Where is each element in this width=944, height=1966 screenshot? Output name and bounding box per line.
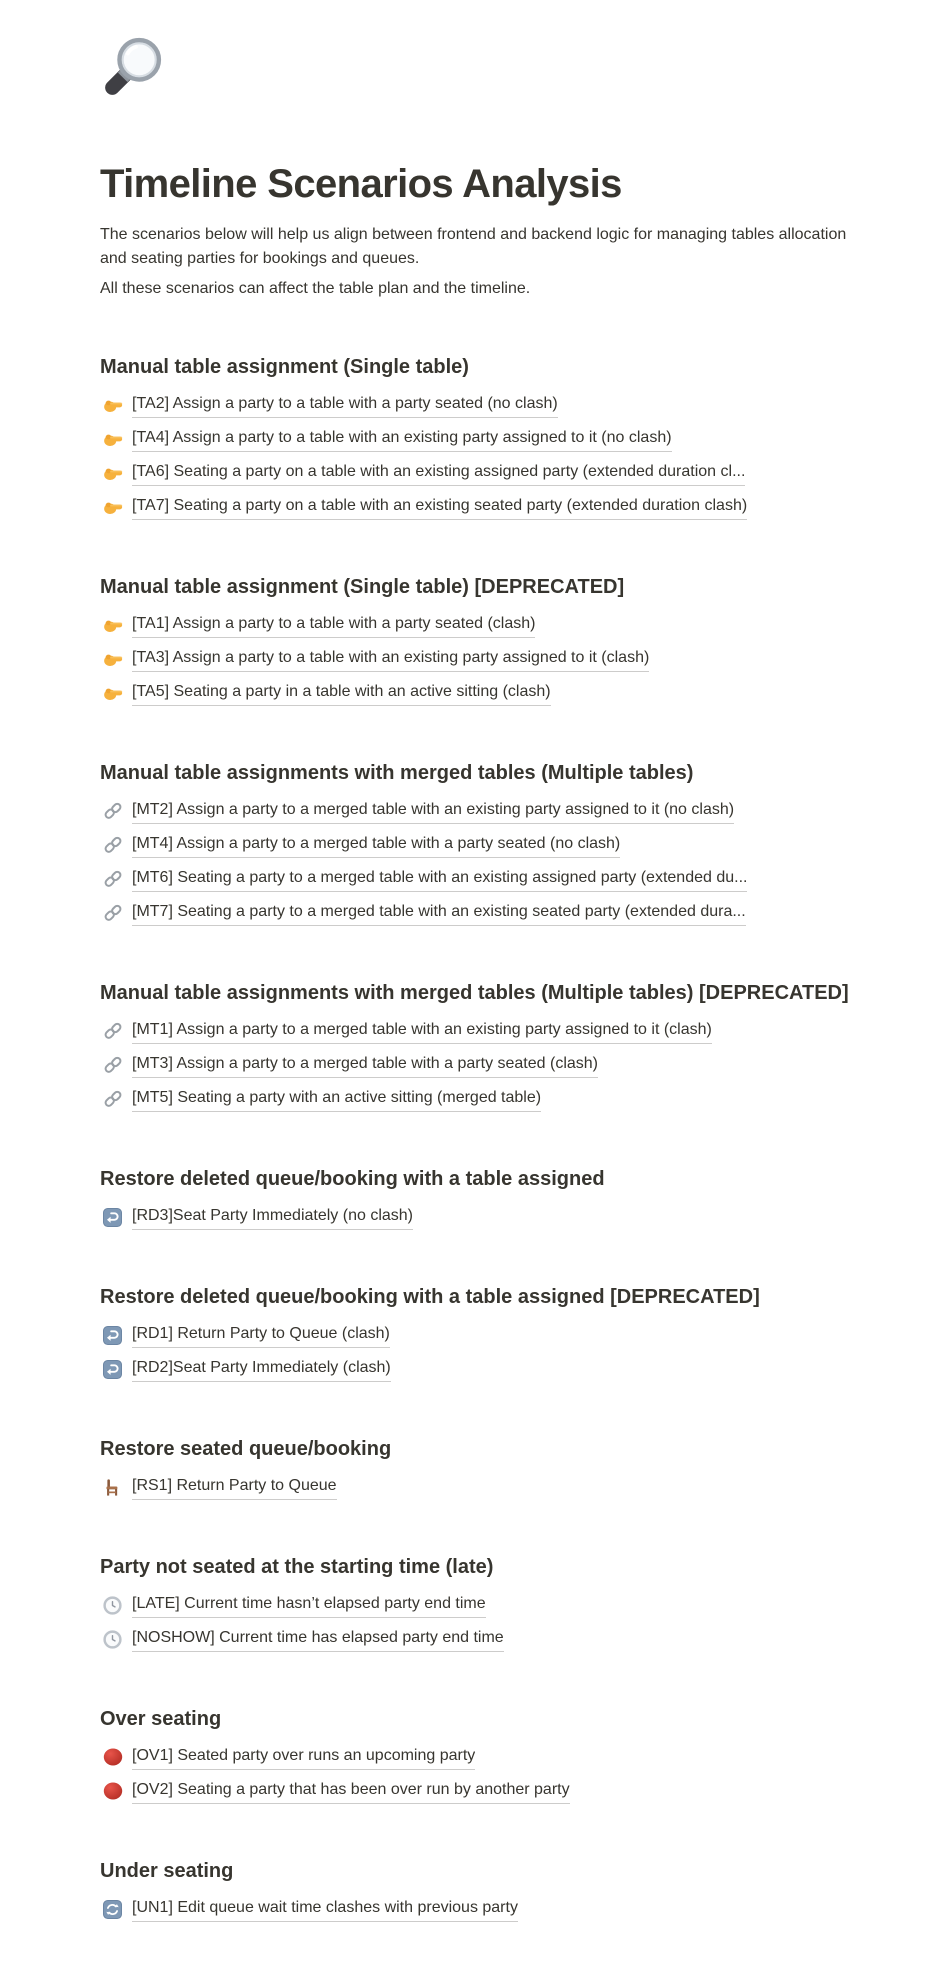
link-icon: [102, 1089, 123, 1110]
scenario-link-label: [MT2] Assign a party to a merged table with an existing party assigned to it (no clash): [132, 798, 734, 824]
section-heading: Over seating: [100, 1708, 222, 1730]
section-heading: Manual table assignments with merged tables (Multiple tables): [100, 762, 694, 784]
clock-icon: [102, 1595, 123, 1616]
scenario-link-label: [RD2]Seat Party Immediately (clash): [132, 1356, 391, 1382]
point-right-icon: [102, 395, 123, 416]
return-arrow-icon: [102, 1359, 123, 1380]
section-heading: Restore deleted queue/booking with a table assigned: [100, 1168, 605, 1190]
return-arrow-icon: [102, 1207, 123, 1228]
section-heading: Restore deleted queue/booking with a table assigned [DEPRECATED]: [100, 1286, 760, 1308]
section-heading: Under seating: [100, 1860, 234, 1882]
section-restore-seated: [100, 1436, 862, 1504]
point-right-icon: [102, 615, 123, 636]
scenario-link-label: [NOSHOW] Current time has elapsed party end time: [132, 1626, 504, 1652]
section-heading: Manual table assignment (Single table) [DEPRECATED]: [100, 576, 625, 598]
scenario-link-label: [TA1] Assign a party to a table with a party seated (clash): [132, 612, 535, 638]
point-right-icon: [102, 463, 123, 484]
scenario-link-label: [MT3] Assign a party to a merged table with a party seated (clash): [132, 1052, 598, 1078]
scenario-link[interactable]: [100, 1200, 862, 1234]
scenario-link-label: [TA5] Seating a party in a table with an active sitting (clash): [132, 680, 551, 706]
scenario-link-label: [OV1] Seated party over runs an upcoming party: [132, 1744, 475, 1770]
scenario-link-label: [MT1] Assign a party to a merged table with an existing party assigned to it (clash): [132, 1018, 712, 1044]
scenario-link-label: [TA2] Assign a party to a table with a party seated (no clash): [132, 392, 558, 418]
scenario-link[interactable]: [100, 1082, 862, 1116]
scenario-link[interactable]: [100, 896, 862, 930]
scenario-link[interactable]: [100, 490, 862, 524]
section-merged-tables-deprecated: [100, 980, 862, 1116]
magnifying-glass-page-icon[interactable]: [100, 34, 166, 100]
link-icon: [102, 801, 123, 822]
scenario-link[interactable]: [100, 456, 862, 490]
refresh-arrows-icon: [102, 1899, 123, 1920]
section-heading: Manual table assignment (Single table): [100, 356, 469, 378]
scenario-link[interactable]: [100, 1774, 862, 1808]
intro-paragraph: The scenarios below will help us align between frontend and backend logic for managing tables allocation and seating parties for bookings and queues.: [100, 226, 847, 267]
scenario-link-label: [TA4] Assign a party to a table with an existing party assigned to it (no clash): [132, 426, 672, 452]
scenario-link[interactable]: [100, 1740, 862, 1774]
link-icon: [102, 1055, 123, 1076]
section-heading: Party not seated at the starting time (late): [100, 1556, 494, 1578]
scenario-link[interactable]: [100, 388, 862, 422]
scenario-link[interactable]: [100, 1588, 862, 1622]
link-icon: [102, 869, 123, 890]
scenario-link-label: [OV2] Seating a party that has been over run by another party: [132, 1778, 570, 1804]
scenario-link[interactable]: [100, 1622, 862, 1656]
scenario-link-label: [UN1] Edit queue wait time clashes with previous party: [132, 1896, 518, 1922]
link-icon: [102, 903, 123, 924]
scenario-link-label: [LATE] Current time hasn’t elapsed party end time: [132, 1592, 486, 1618]
scenario-link-label: [RD3]Seat Party Immediately (no clash): [132, 1204, 413, 1230]
scenario-link-label: [TA3] Assign a party to a table with an existing party assigned to it (clash): [132, 646, 649, 672]
scenario-link-label: [RS1] Return Party to Queue: [132, 1474, 337, 1500]
point-right-icon: [102, 683, 123, 704]
scenario-link[interactable]: [100, 862, 862, 896]
scenario-link-label: [MT7] Seating a party to a merged table with an existing seated party (extended dura...: [132, 900, 746, 926]
scenario-link[interactable]: [100, 1892, 862, 1926]
scenario-link[interactable]: [100, 608, 862, 642]
scenario-link[interactable]: [100, 1048, 862, 1082]
section-manual-single-deprecated: [100, 574, 862, 710]
scenario-link-label: [TA7] Seating a party on a table with an existing seated party (extended duration clash): [132, 494, 747, 520]
section-heading: Restore seated queue/booking: [100, 1438, 392, 1460]
scenario-link[interactable]: [100, 642, 862, 676]
point-right-icon: [102, 497, 123, 518]
red-circle-icon: [102, 1747, 123, 1768]
scenario-link[interactable]: [100, 676, 862, 710]
section-under-seating: [100, 1858, 862, 1926]
point-right-icon: [102, 429, 123, 450]
section-over-seating: [100, 1706, 862, 1808]
scenario-link[interactable]: [100, 1352, 862, 1386]
section-merged-tables: [100, 760, 862, 930]
chair-icon: [102, 1477, 123, 1498]
clock-icon: [102, 1629, 123, 1650]
scenario-link-label: [TA6] Seating a party on a table with an existing assigned party (extended duration cl...: [132, 460, 745, 486]
red-circle-icon: [102, 1781, 123, 1802]
scenario-link[interactable]: [100, 422, 862, 456]
point-right-icon: [102, 649, 123, 670]
scenario-link[interactable]: [100, 1318, 862, 1352]
section-late: [100, 1554, 862, 1656]
scenario-link[interactable]: [100, 1470, 862, 1504]
section-manual-single: [100, 354, 862, 524]
link-icon: [102, 1021, 123, 1042]
section-restore-deleted-deprecated: [100, 1284, 862, 1386]
scenario-link[interactable]: [100, 794, 862, 828]
page-title: Timeline Scenarios Analysis: [100, 162, 622, 206]
link-icon: [102, 835, 123, 856]
scenario-link-label: [RD1] Return Party to Queue (clash): [132, 1322, 390, 1348]
scenario-link[interactable]: [100, 1014, 862, 1048]
scenario-link-label: [MT5] Seating a party with an active sitting (merged table): [132, 1086, 541, 1112]
scenario-link-label: [MT4] Assign a party to a merged table with a party seated (no clash): [132, 832, 620, 858]
section-restore-deleted: [100, 1166, 862, 1234]
intro-paragraph: All these scenarios can affect the table plan and the timeline.: [100, 280, 531, 297]
scenario-link-label: [MT6] Seating a party to a merged table with an existing assigned party (extended du...: [132, 866, 747, 892]
return-arrow-icon: [102, 1325, 123, 1346]
section-heading: Manual table assignments with merged tables (Multiple tables) [DEPRECATED]: [100, 982, 849, 1004]
scenario-link[interactable]: [100, 828, 862, 862]
